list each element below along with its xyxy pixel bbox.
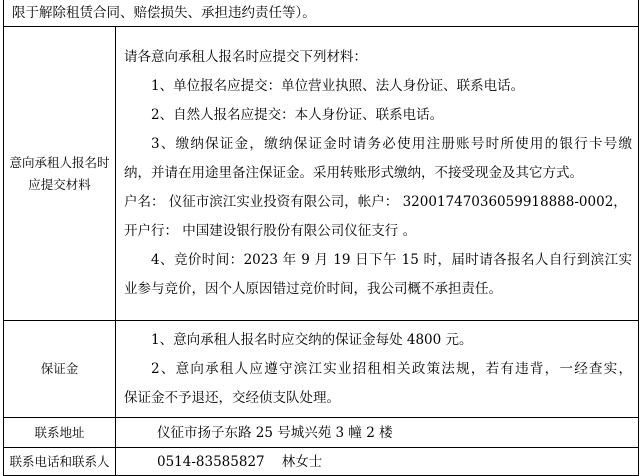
contact-value: 0514-83585827 林女士 [157,453,323,470]
continuation-row [4,0,639,27]
contact-label-cell [4,448,116,476]
address-label-cell [4,418,116,448]
materials-label-cell [4,27,116,321]
deposit-label-cell [4,321,116,418]
address-content-cell [116,418,639,448]
bank-line: 开户行： 中国建设银行股份有限公司仪征支行 。 [124,223,417,239]
materials-item-1: 1、单位报名应提交：单位营业执照、法人身份证、联系电话。 [151,78,525,94]
materials-label-line1: 意向承租人报名时 [9,154,110,170]
contact-content-cell [116,448,639,476]
deposit-item-1: 1、意向承租人报名时应交纳的保证金每处 4800 元。 [151,331,473,348]
materials-item-2: 2、自然人报名应提交：本人身份证、联系电话。 [151,107,444,123]
address-row [4,418,639,448]
account-line: 户名： 仪征市滨江实业投资有限公司，帐户： 32001747036059918888-0002， [124,194,627,210]
materials-item-4-line1: 4、竞价时间：2023 年 9 月 19 日下午 15 时，届时请各报名人自行到滨江实 [151,252,632,268]
deposit-item-2-line1: 2、意向承租人应遵守滨江实业招租相关政策法规，若有违背，一经查实， [151,360,632,377]
deposit-label: 保证金 [40,361,79,376]
materials-row [4,27,639,321]
deposit-item-2-line2: 保证金不予退还，交经侦支队处理。 [124,389,340,406]
materials-item-4-line2: 业参与竞价，因个人原因错过竞价时间，我公司概不承担责任。 [124,281,502,297]
address-value: 仪征市扬子东路 25 号城兴苑 3 幢 2 楼 [157,424,393,441]
deposit-content-cell [116,321,639,418]
materials-item-3-line2: 纳，并请在用途里备注保证金。采用转账形式缴纳，不接受现金及其它方式。 [124,165,583,181]
contact-label: 联系电话和联系人 [9,453,110,469]
contact-row [4,448,639,476]
address-label: 联系地址 [34,424,85,440]
continuation-text: 限于解除租赁合同、赔偿损失、承担违约责任等）。 [12,5,316,21]
materials-intro: 请各意向承租人报名时应提交下列材料： [124,49,367,65]
materials-content-cell [116,27,639,321]
materials-label-line2: 应提交材料 [28,176,91,192]
continuation-cell [4,0,639,27]
materials-item-3-line1: 3、缴纳保证金，缴纳保证金时请务必使用注册账号时所使用的银行卡号缴 [151,136,632,152]
deposit-row [4,321,639,418]
info-table [3,0,639,476]
